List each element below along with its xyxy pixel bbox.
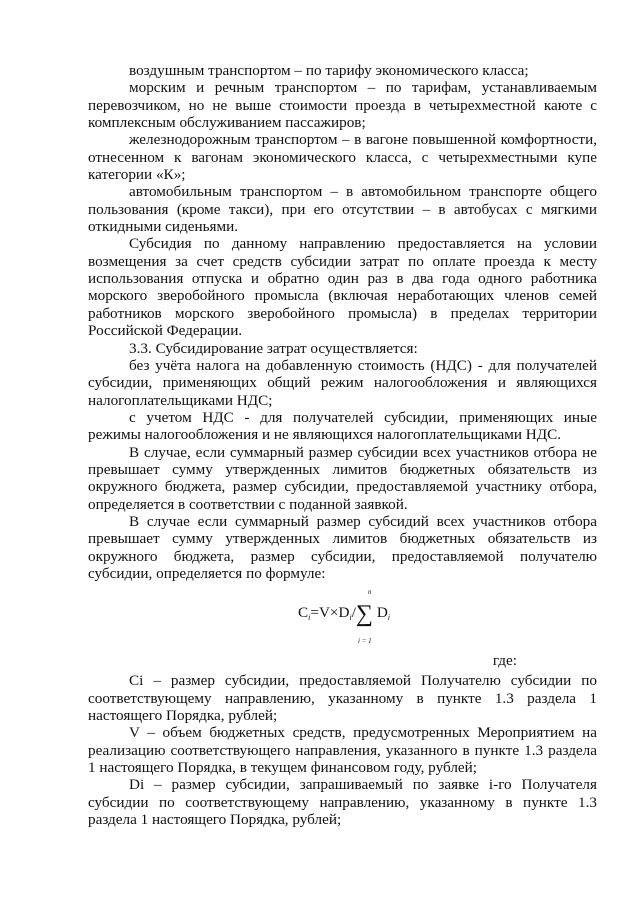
- formula-expression: [298, 601, 391, 628]
- formula-lhs: C: [298, 604, 309, 622]
- paragraph-with-vat: с учетом НДС - для получателей субсидии, применяющих иные режимы налогообложения и не являющихся налогоплательщиками НДС.: [88, 408, 597, 444]
- document-page: [88, 62, 597, 828]
- formula-slash: /: [351, 604, 356, 622]
- paragraph-without-vat: без учёта налога на добавленную стоимость (НДС) - для получателей субсидии, применяющих общий режим налогообложения и являющихся налогоплательщиками НДС;: [88, 356, 597, 409]
- paragraph-not-exceeding: В случае, если суммарный размер субсидии всех участников отбора не превышает сумму утвержденных лимитов бюджетных обязательств из окружного бюджета, размер субсидии, предоставляемой участнику отбора, определяется в соответствии с поданной заявкой.: [88, 443, 597, 513]
- formula-sigma: ∑: [355, 601, 374, 628]
- paragraph-air-transport: воздушным транспортом – по тарифу экономического класса;: [129, 62, 529, 79]
- paragraph-sea-transport: морским и речным транспортом – по тарифам, устанавливаемым перевозчиком, но не выше стоимости проезда в четырехместной каюте с комплексным обслуживанием пассажиров;: [88, 79, 597, 132]
- paragraph-section-3-3: 3.3. Субсидирование затрат осуществляется:: [129, 339, 418, 357]
- formula-eq-part: =V×D: [310, 604, 350, 622]
- formula-d-sub: i: [349, 613, 352, 623]
- formula-lhs-sub: i: [308, 613, 311, 623]
- subsidy-formula: [88, 582, 597, 672]
- paragraph-ci-definition: Ci – размер субсидии, предоставляемой Получателю субсидии по соответствующему направлению, указанному в пункте 1.3 раздела 1 настоящего Порядка, рублей;: [88, 672, 597, 724]
- formula-where-label: где:: [492, 652, 517, 670]
- formula-lower-limit: i = 1: [358, 637, 372, 646]
- paragraph-di-definition: Di – размер субсидии, запрашиваемый по заявке i-го Получателя субсидии по соответствующему направлению, указанному в пункте 1.3 раздела 1 настоящего Порядка, рублей;: [88, 776, 597, 829]
- paragraph-exceeding: В случае если суммарный размер субсидий всех участников отбора превышает сумму утвержденных лимитов бюджетных обязательств из окружного бюджета, размер субсидии, предоставляемой получателю субсидии, определяется по формуле:: [88, 512, 597, 582]
- formula-sum-term: D: [373, 604, 388, 622]
- paragraph-rail-transport: железнодорожным транспортом – в вагоне повышенной комфортности, отнесенном к вагонам экономического класса, с четырехместными купе категории «К»;: [88, 131, 597, 184]
- paragraph-subsidy-condition: Субсидия по данному направлению предоставляется на условии возмещения за счет средств субсидии затрат по оплате проезда к месту использования отпуска и обратно один раз в два года одного работника морского зверобойного промысла (включая неработающих членов семей работников морского зверобойного промысла) в пределах территории Российской Федерации.: [88, 235, 597, 340]
- formula-upper-limit: n: [368, 588, 372, 597]
- paragraph-v-definition: V – объем бюджетных средств, предусмотренных Мероприятием на реализацию соответствующего направления, указанного в пункте 1.3 раздела 1 настоящего Порядка, в текущем финансовом году, рублей;: [88, 724, 597, 777]
- paragraph-road-transport: автомобильным транспортом – в автомобильном транспорте общего пользования (кроме такси), при его отсутствии – в автобусах с мягкими откидными сиденьями.: [88, 183, 597, 236]
- formula-sum-sub: i: [387, 613, 391, 623]
